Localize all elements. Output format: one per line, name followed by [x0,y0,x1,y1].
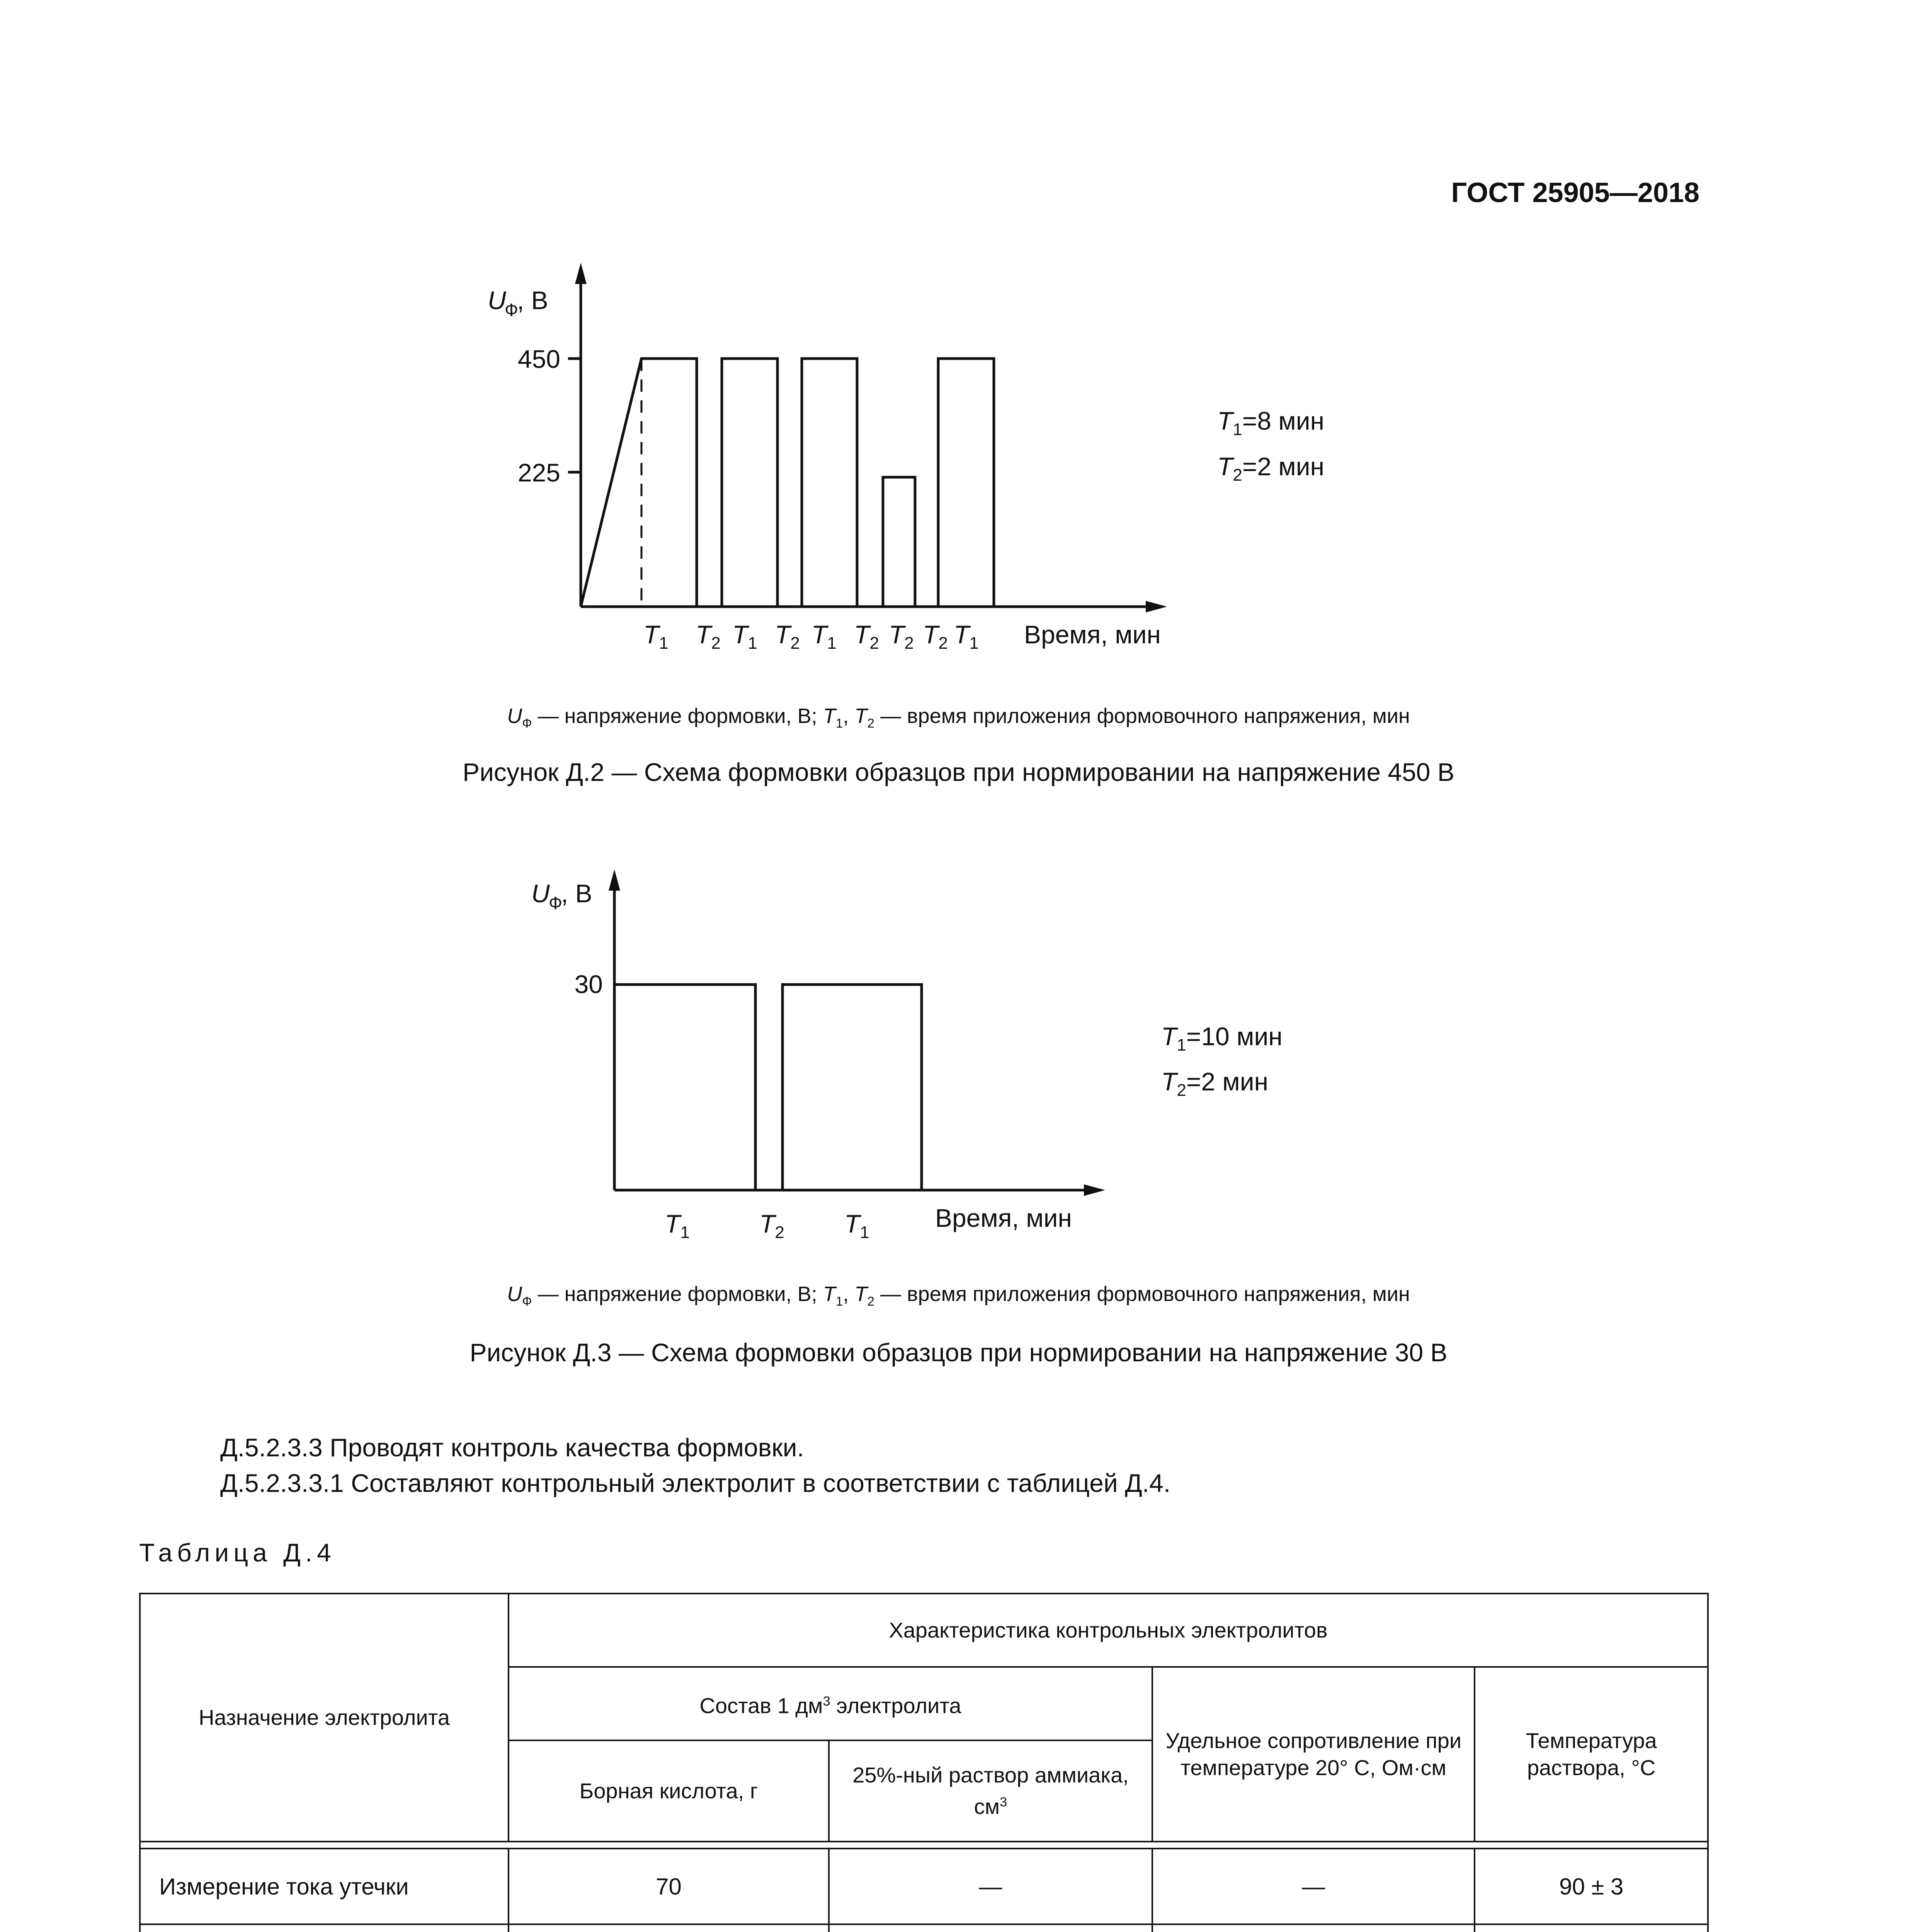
row-leakage-purpose: Измерение тока утечки [140,1849,509,1924]
pulse-1 [614,985,755,1190]
fig1-legend-t2: $T_2=2$ мин [1217,452,1325,485]
fig2-xlabel-t2: $T_2$ [759,1209,784,1242]
row-capacity-purpose [140,1924,509,1932]
fig1-xlabel-t1: $T_1$ [732,620,757,653]
paragraph-d5233: Д.5.2.3.3 Проводят контроль качества формовки. [220,1433,804,1462]
fig1-xlabel-t2: $T_2$ [854,620,879,653]
y-axis-arrow [575,263,587,284]
fig1-xlabel-t1: $T_1$ [643,620,668,653]
row-capacity-ammonia [829,1924,1152,1932]
header-boric-acid: Борная кислота, г [509,1740,829,1842]
fig1-legend-t1: $T_1=8$ мин [1217,406,1325,439]
fig2-legend-t2: $T_2=2$ мин [1161,1067,1269,1100]
header-purpose: Назначение электролита [140,1594,509,1842]
fig1-tick-450: 450 [517,345,560,373]
row-leakage-ammonia: — [829,1849,1152,1924]
header-ammonia: 25%-ный раствор аммиака, $см^3$ [829,1740,1152,1842]
pulse-2 [722,359,777,607]
row-leakage-temp: 90 ± 3 [1475,1849,1708,1924]
y-axis-arrow [609,869,620,891]
header-characteristics: Характеристика контрольных электролитов [509,1594,1708,1667]
fig2-y-label: U [531,879,550,908]
fig1-xlabel-t2: $T_2$ [775,620,800,653]
fig2-xlabel-t1: $T_1$ [665,1209,690,1242]
figure-d2-caption: Рисунок Д.2 — Схема формовки образцов при нормировании на напряжение 450 В [463,758,1454,786]
fig1-xlabel-t1: $T_1$ [811,620,837,653]
fig1-y-sub: Ф [505,300,518,320]
fig1-xlabel-t2: $T_2$ [923,620,948,653]
figure-d2-note: $U_Ф$ — напряжение формовки, В; $T_1$, $T_2$ — время приложения формовочного напряжения, мин [507,704,1410,731]
figure-d3-diagram [0,862,1917,1287]
header-temperature: Температура раствора, °С [1475,1667,1708,1842]
fig2-legend-t1: $T_1=10$ мин [1161,1022,1283,1054]
row-leakage-boric: 70 [509,1849,829,1924]
x-axis-arrow [1084,1184,1105,1196]
fig1-y-unit: , В [517,286,548,315]
fig1-tick-225: 225 [517,458,560,487]
fig1-xlabel-t1: $T_1$ [954,620,979,653]
fig2-y-sub: Ф [549,893,562,913]
standard-header: ГОСТ 25905—2018 [1451,177,1699,208]
fig1-y-label: U [488,286,506,315]
header-divider [140,1842,1708,1849]
pulse-2 [782,985,922,1190]
x-axis-arrow [1146,601,1167,612]
figure-d3-note: $U_Ф$ — напряжение формовки, В; $T_1$, $T_2$ — время приложения формовочного напряжения, мин [507,1282,1410,1309]
row-capacity-resistivity [1152,1924,1475,1932]
fig2-tick-30: 30 [574,970,603,998]
pulse-5 [938,359,994,607]
fig2-xlabel-t1: $T_1$ [844,1209,869,1242]
row-capacity-temp [1475,1924,1708,1932]
pulse-3 [802,359,857,607]
fig2-x-label: Время, мин [935,1204,1072,1232]
row-capacity-boric [509,1924,829,1932]
table-d4 [139,1593,1709,1932]
fig1-xlabel-t2: $T_2$ [696,620,721,653]
pulse-4 [883,477,915,607]
header-resistivity: Удельное сопротивление при температуре 20° С, Ом·см [1152,1667,1475,1842]
fig2-y-unit: , В [561,879,592,908]
figure-d3-caption: Рисунок Д.3 — Схема формовки образцов при нормировании на напряжение 30 В [469,1338,1448,1367]
fig1-xlabel-t2: $T_2$ [889,620,914,653]
header-composition: Состав 1 $дм^3$ электролита [509,1667,1152,1740]
paragraph-d52331: Д.5.2.3.3.1 Составляют контрольный электролит в соответствии с таблицей Д.4. [220,1469,1171,1497]
pulse-1 [581,359,697,607]
row-leakage-resistivity: — [1152,1849,1475,1924]
table-title: Таблица Д.4 [139,1538,336,1567]
fig1-x-label: Время, мин [1024,620,1161,649]
